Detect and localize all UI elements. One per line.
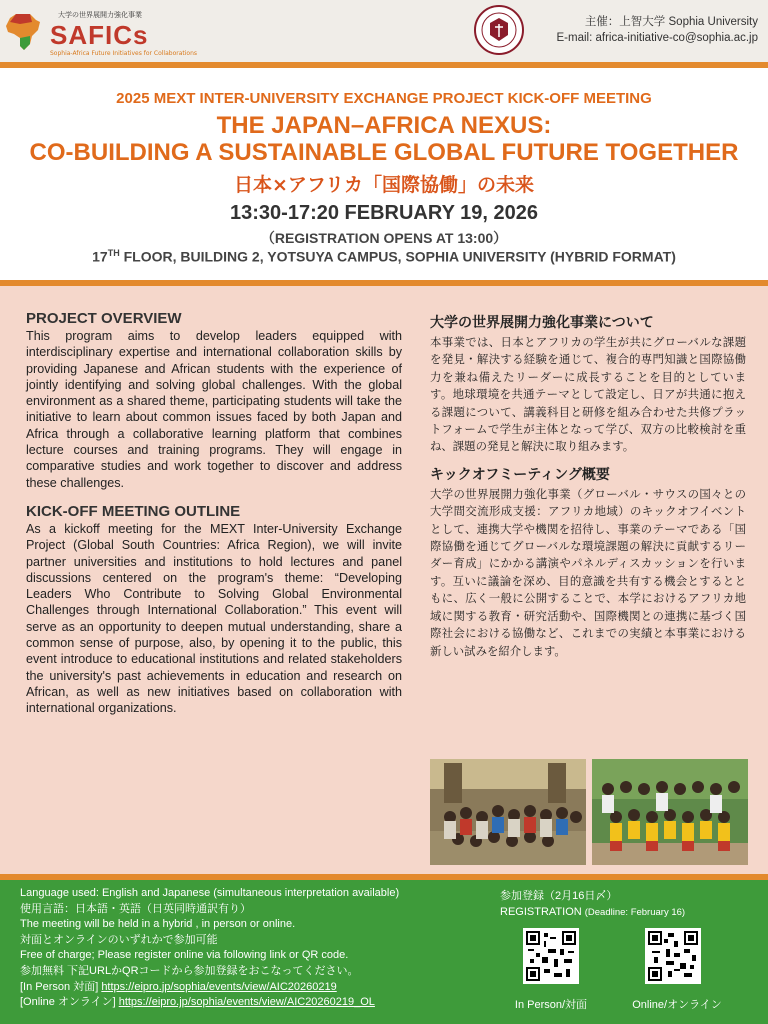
venue-sup: TH	[107, 248, 120, 258]
africa-map-icon	[6, 12, 42, 52]
main-title	[0, 112, 768, 166]
jp-outline-heading: キックオフミーティング概要	[430, 466, 610, 483]
event-type: 2025 MEXT INTER-UNIVERSITY EXCHANGE PROJECT KICK-OFF MEETING	[116, 90, 652, 107]
outline-body: As a kickoff meeting for the MEXT Inter-University Exchange Project (Global South Countries: Africa Region), we will invite partner universities and institutions to hold lectures and panel discussions centered on the program's theme: “Developing Leaders Who Contribute to Solving Global Environmental Challenges through International Collaboration.” This event will serve as an opportunity to deepen mutual understanding, share a common sense of purpose, also, by opening it to the public, this event introduce to educational institutions and related stakeholders the university's past achievements in education and research on African, as well as new initiatives based on collaboration with international organizations.	[26, 521, 402, 716]
jp-overview-heading: 大学の世界展開力強化事業について	[430, 315, 654, 331]
format-en: The meeting will be held in a hybrid , in person or online.	[20, 918, 296, 931]
venue	[0, 248, 768, 265]
qr-label-online: Online/オンライン	[632, 999, 722, 1011]
host-name: 主催：上智大学 Sophia University	[584, 16, 758, 28]
overview-body: This program aims to develop leaders equipped with interdisciplinary expertise and international collaboration skills by providing Japanese and African students with the experience of jointly identifying and solving global challenges. With the global environment as a shared theme, participating students will take the initiative to learn about common issues faced by both Japan and Africa through a collaborative learning platform that combines lecture courses and training programs. They will engage in comparative studies and work together to discover and address these challenges.	[26, 329, 402, 490]
inperson-line	[20, 980, 399, 996]
outline-heading: KICK-OFF MEETING OUTLINE	[26, 502, 241, 520]
main-title-line1: THE JAPAN–AFRICA NEXUS:	[216, 112, 552, 139]
logo-small-text: 大学の世界展開力強化事業	[58, 11, 142, 19]
university-seal-icon	[474, 5, 524, 55]
inperson-link[interactable]: https://eipro.jp/sophia/events/view/AIC20260219	[101, 980, 337, 993]
registration-info	[500, 888, 685, 921]
japanese-column	[430, 312, 746, 660]
venue-rest: FLOOR, BUILDING 2, YOTSUYA CAMPUS, SOPHIA UNIVERSITY (HYBRID FORMAT)	[119, 248, 676, 265]
photo-strip	[430, 759, 748, 865]
group-photo-2	[592, 759, 748, 865]
online-line	[20, 995, 399, 1011]
fee-en: Free of charge; Please register online via following link or QR code.	[20, 949, 349, 962]
host-info	[557, 14, 759, 46]
fee-jp: 参加無料 下記URLかQRコードから参加登録をおこなってください。	[20, 964, 359, 977]
japanese-title: 日本×アフリカ「国際協働」の未来	[234, 174, 534, 196]
qr-code-online[interactable]	[645, 928, 701, 984]
logo-subtitle: Sophia-Africa Future Initiatives for Collaborations	[50, 50, 198, 57]
header-bar	[0, 0, 768, 62]
format-jp: 対面とオンラインのいずれかで参加可能	[20, 933, 218, 946]
registration-deadline: (Deadline: February 16)	[584, 907, 686, 918]
inperson-label: [In Person 対面]	[20, 980, 102, 993]
event-info	[20, 886, 399, 1011]
language-en: Language used: English and Japanese (simultaneous interpretation available)	[20, 887, 400, 899]
group-photo-1	[430, 759, 586, 865]
qr-label-inperson: In Person/対面	[514, 999, 588, 1011]
registration-opens: （REGISTRATION OPENS AT 13:00）	[260, 230, 508, 246]
logo-title: SAFICs	[50, 20, 149, 50]
venue-floor: 17	[92, 248, 108, 265]
jp-overview-body: 本事業では、日本とアフリカの学生が共にグローバルな課題を発見・解決する経験を通じて、複合的専門知識と国際協働力を兼ね備えたリーダーに成長することを目的としています。地球環境を共通テーマとして設定し、日アが共通に抱える課題について、講義科目と研修を組み合わせた共修プラットフォームで学生が主体となって学び、双方の比較検討を重ね、課題の発見と解決に取り組みます。	[430, 335, 746, 454]
event-datetime: 13:30-17:20 FEBRUARY 19, 2026	[230, 202, 538, 224]
jp-outline-body: 大学の世界展開力強化事業（グローバル・サウスの国々との大学間交流形成支援：アフリカ地域）のキックオフイベントとして、連携大学や機関を招待し、事業のテーマである「国際協働を通じてグローバルな環境課題の解決に貢献するリーダー育成」にかかる講演やパネルディスカッションを行います。互いに議論を深め、目的意識を共有する機会とするとともに、広く一般に公開することで、本学におけるアフリカ地域に関する教育・研究活動や、国際機関との連携に基づく国際社会における協働など、これまでの実績と本事業における新しい試みを紹介します。	[430, 486, 746, 658]
registration-en-line	[500, 904, 685, 921]
online-label: [Online オンライン]	[20, 996, 119, 1009]
main-title-line2: CO-BUILDING A SUSTAINABLE GLOBAL FUTURE TOGETHER	[29, 139, 739, 166]
english-column	[26, 310, 402, 717]
footer	[0, 880, 768, 1024]
registration-jp: 参加登録（2月16日〆）	[500, 890, 618, 902]
registration-en: REGISTRATION	[500, 906, 585, 918]
qr-code-inperson[interactable]	[523, 928, 579, 984]
overview-heading: PROJECT OVERVIEW	[26, 310, 182, 327]
online-link[interactable]: https://eipro.jp/sophia/events/view/AIC20260219_OL	[118, 996, 375, 1009]
language-jp: 使用言語：日本語・英語（日英同時通訳有り）	[20, 902, 251, 915]
title-block	[0, 68, 768, 280]
host-email: E-mail: africa-initiative-co@sophia.ac.jp	[556, 32, 758, 44]
content-area	[0, 286, 768, 874]
safics-logo	[6, 6, 198, 58]
